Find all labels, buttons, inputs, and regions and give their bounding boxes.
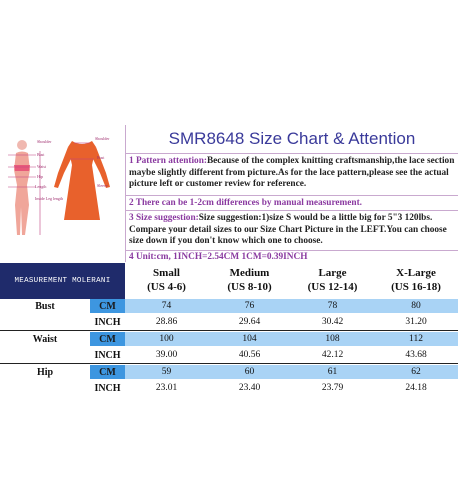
table-cell: 28.86 [155,317,178,327]
unit-label: INCH [94,316,121,328]
body-diagram-icon [0,125,125,262]
size-us: (US 8-10) [227,281,272,293]
table-cell: 31.20 [405,317,427,327]
table-cell: 62 [374,365,458,379]
figure-label: Bust [97,155,105,160]
row-label: Waist [32,333,58,345]
row-label: Hip [36,366,54,378]
table-cell: 61 [291,365,374,379]
row-label [0,381,90,395]
attention-item [126,198,458,211]
page-title: SMR8648 Size Chart & Attention [168,129,416,148]
table-row [0,332,458,346]
table-cell: 80 [374,299,458,313]
table-cell: 74 [125,299,208,313]
figure-label: Hip [37,174,43,179]
figure-label: Length [35,184,47,189]
table-cell: 43.68 [405,350,427,360]
attention-heading: 3 Size suggestion: [129,213,199,223]
table-cell: 24.18 [405,383,427,393]
figure-label: Inside Leg length [35,196,63,201]
attention-heading: 1 Pattern attention: [129,156,207,166]
row-divider [0,363,458,364]
size-chart-card [0,125,458,394]
table-corner: MEASUREMENT MOLERANI [0,263,125,299]
table-cell: 39.00 [155,350,178,360]
table-cell: 23.79 [321,383,344,393]
size-header [374,263,458,299]
size-name: X-Large [396,267,436,279]
size-header [125,263,208,299]
table-cell: 40.56 [238,350,261,360]
unit-label: CM [90,299,125,313]
measurement-figure [0,125,126,262]
row-label [0,348,90,362]
unit-label: INCH [94,382,121,394]
figure-label: Shoulder [95,136,110,141]
table-row [0,365,458,379]
table-cell: 59 [125,365,208,379]
figure-label: Sleeve [97,183,108,188]
unit-label: CM [90,365,125,379]
row-label: Bust [35,300,55,312]
attention-item [126,252,458,262]
attention-item [126,156,458,196]
table-row [0,381,458,395]
table-header [0,263,458,299]
table-cell: 30.42 [321,317,344,327]
table-cell: 23.40 [238,383,261,393]
row-label [0,315,90,329]
size-us: (US 12-14) [307,281,358,293]
size-us: (US 4-6) [147,281,186,293]
table-cell: 23.01 [155,383,178,393]
size-name: Small [153,267,180,279]
table-cell: 104 [208,332,291,346]
unit-label: CM [90,332,125,346]
table-row [0,348,458,362]
title-box [126,125,458,154]
table-cell: 78 [291,299,374,313]
table-cell: 76 [208,299,291,313]
attention-text: Because of the complex knitting craftsmanship,the lace section maybe slightly different from picture.As for the lace pattern,please see the actual picture left or customer review for reference. [129,156,455,189]
table-row [0,299,458,313]
size-us: (US 16-18) [391,281,441,293]
table-cell: 60 [208,365,291,379]
attention-text: 4 Unit:cm, 1INCH=2.54CM 1CM=0.39INCH [129,252,308,262]
table-row [0,315,458,329]
size-name: Large [318,267,347,279]
figure-label: Waist [37,164,47,169]
figure-label: Bust [37,152,45,157]
table-cell: 108 [291,332,374,346]
attention-item [126,213,458,251]
attention-text: Size suggestion:1)size S would be a little big for 5"3 120lbs. Compare your detail sizes to our Size Chart Picture in the LEFT.You can choose size down if you don't know which one to choose. [129,213,447,246]
attention-text: 2 There can be 1-2cm differences by manual measurement. [129,198,362,208]
row-divider [0,330,458,331]
table-cell: 100 [125,332,208,346]
table-cell: 29.64 [238,317,261,327]
size-name: Medium [229,267,270,279]
size-header [291,263,374,299]
table-cell: 42.12 [321,350,344,360]
figure-label: Shoulder [37,139,52,144]
table-cell: 112 [374,332,458,346]
unit-label: INCH [94,349,121,361]
size-header [208,263,291,299]
